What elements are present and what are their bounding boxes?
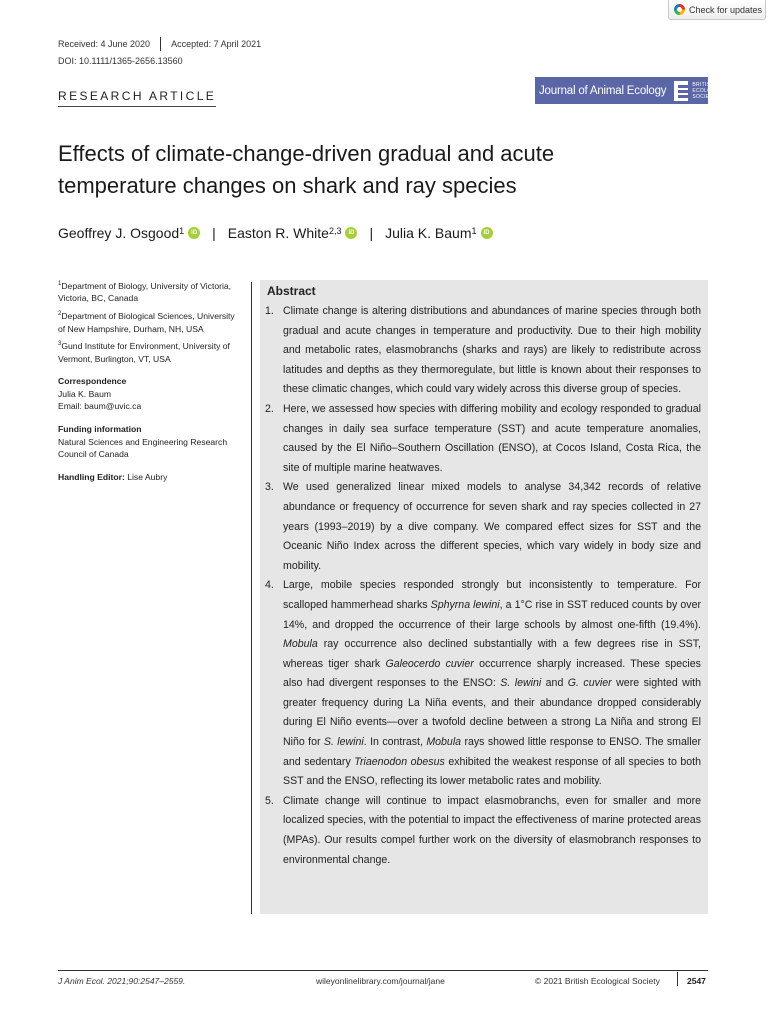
abstract-item [265, 400, 701, 478]
dates-divider [160, 37, 161, 51]
abstract-item-number: 1. [265, 305, 274, 317]
affiliation: $^3$Gund Institute for Environment, University of Vermont, Burlington, VT, USA [58, 340, 230, 364]
abstract-item-number: 2. [265, 402, 274, 415]
title-line-2: temperature changes on shark and ray species [58, 173, 517, 198]
affiliation: $^1$Department of Biology, University of Victoria, Victoria, BC, Canada [58, 280, 232, 304]
author-affiliation: 1 [179, 226, 185, 236]
received-date: Received: 4 June 2020 [58, 39, 151, 49]
journal-banner[interactable] [535, 77, 728, 104]
column-divider [251, 282, 252, 914]
dates-line [58, 37, 261, 51]
journal-society: BRITISH ECOLOGICAL SOCIETY [692, 81, 728, 100]
author-separator: | [369, 225, 374, 241]
crossmark-icon [674, 4, 685, 15]
doi[interactable]: DOI: 10.1111/1365-2656.13560 [58, 56, 183, 66]
abstract-item [265, 792, 701, 870]
correspondence-name: Julia K. Baum [58, 388, 112, 399]
author-list [58, 225, 493, 241]
correspondence-heading: Correspondence [58, 376, 127, 387]
abstract-item-text: Large, mobile species responded strongly but inconsistently to temperature. For scalloped hammerhead sharks Sphyrna lewini, a 1°C rise in SST reduced counts by over 14%, and dropped the occurrence of their large schools by almost one-fifth (19.4%). Mobula ray occurrence also declined substantially with a few degrees rise in SST, whereas tiger shark Galeocerdo cuvier occurrence sharply increased. These species also had divergent responses to the ENSO: S. lewini and G. cuvier were sighted with greater frequency during La Niña events, and their abundance dropped considerably during El Niño events—over a twofold decline between a strong La Niña and strong El Niño for S. lewini. In contrast, Mobula rays showed little response to ENSO. The smaller and sedentary Triaenodon obesus exhibited the weakest response of all species to both SST and the ENSO, reflecting its lower metabolic rates and mobility. [283, 579, 702, 788]
abstract-item-text: We used generalized linear mixed models to analyse 34,342 records of relative abundance or frequency of occurrence for seven shark and ray species collected in 27 years (1993–2019) by a dive company. We compared effect sizes for SST and the Oceanic Niño Index across the different species, which vary widely in body size and mobility. [283, 481, 701, 572]
footer-citation: J Anim Ecol. 2021;90:2547–2559. [58, 976, 186, 986]
article-info-sidebar [58, 278, 243, 483]
author-separator: | [212, 225, 216, 241]
author-affiliation: 2,3 [328, 226, 342, 236]
abstract-list [265, 302, 701, 870]
orcid-icon[interactable]: iD [345, 227, 357, 239]
funding-text: Natural Sciences and Engineering Research Council of Canada [58, 436, 228, 460]
check-for-updates-button[interactable] [668, 0, 766, 20]
abstract-item-number: 5. [265, 794, 274, 807]
abstract-item [265, 478, 701, 576]
abstract-item [265, 302, 701, 400]
author-affiliation: 1 [471, 226, 477, 236]
abstract-item-text: Here, we assessed how species with differing mobility and ecology responded to gradual changes in daily sea surface temperature (SST) and acute temperature anomalies, caused by the El Niño–Southern Oscillation (ENSO), at Cocos Island, Costa Rica, the site of multiple marine heatwaves. [283, 402, 701, 474]
title-line-1: Effects of climate-change-driven gradual and acute [58, 141, 555, 166]
check-for-updates-label: Check for updates [689, 4, 763, 15]
footer-copyright: © 2021 British Ecological Society [535, 976, 660, 986]
footer-url[interactable]: wileyonlinelibrary.com/journal/jane [316, 976, 445, 986]
footer-divider [677, 972, 678, 986]
abstract-item-number: 4. [265, 579, 274, 592]
page-number: 2547 [687, 976, 706, 986]
handling-editor: Handling Editor: Lise Aubry [58, 471, 168, 482]
abstract-item-number: 3. [265, 481, 274, 494]
orcid-icon[interactable]: iD [188, 227, 200, 239]
journal-name: Journal of Animal Ecology [539, 84, 667, 97]
abstract-heading: Abstract [267, 284, 316, 298]
bes-logo-icon [674, 81, 688, 101]
correspondence-email[interactable]: Email: baum@uvic.ca [58, 401, 142, 412]
author-name[interactable]: Julia K. Baum [385, 225, 472, 241]
abstract-item-text: Climate change is altering distributions and abundances of marine species through both gradual and acute changes in temperature and productivity. Due to their high mobility and metabolic rates, elasmobranchs (sharks and rays) are likely to redistribute across latitudes and depths as they thermoregulate, but little is known about their responses to these climatic changes, which could vary widely across this diverse group of species. [283, 305, 701, 396]
author-name[interactable]: Easton R. White [227, 225, 329, 241]
article-title [58, 138, 678, 202]
abstract-item-text: Climate change will continue to impact elasmobranchs, even for smaller and more localized species, with the potential to impact the effectiveness of marine protected areas (MPAs). Our results compel further work on the diversity of elasmobranch responses to environmental change. [283, 794, 701, 866]
footer-rule [58, 970, 708, 971]
accepted-date: Accepted: 7 April 2021 [171, 39, 262, 49]
article-type: RESEARCH ARTICLE [58, 89, 216, 107]
funding-heading: Funding information [58, 423, 142, 434]
affiliation: $^2$Department of Biological Sciences, University of New Hampshire, Durham, NH, USA [58, 310, 235, 334]
author-name[interactable]: Geoffrey J. Osgood [58, 225, 180, 241]
orcid-icon[interactable]: iD [481, 227, 493, 239]
abstract-item [265, 576, 701, 792]
